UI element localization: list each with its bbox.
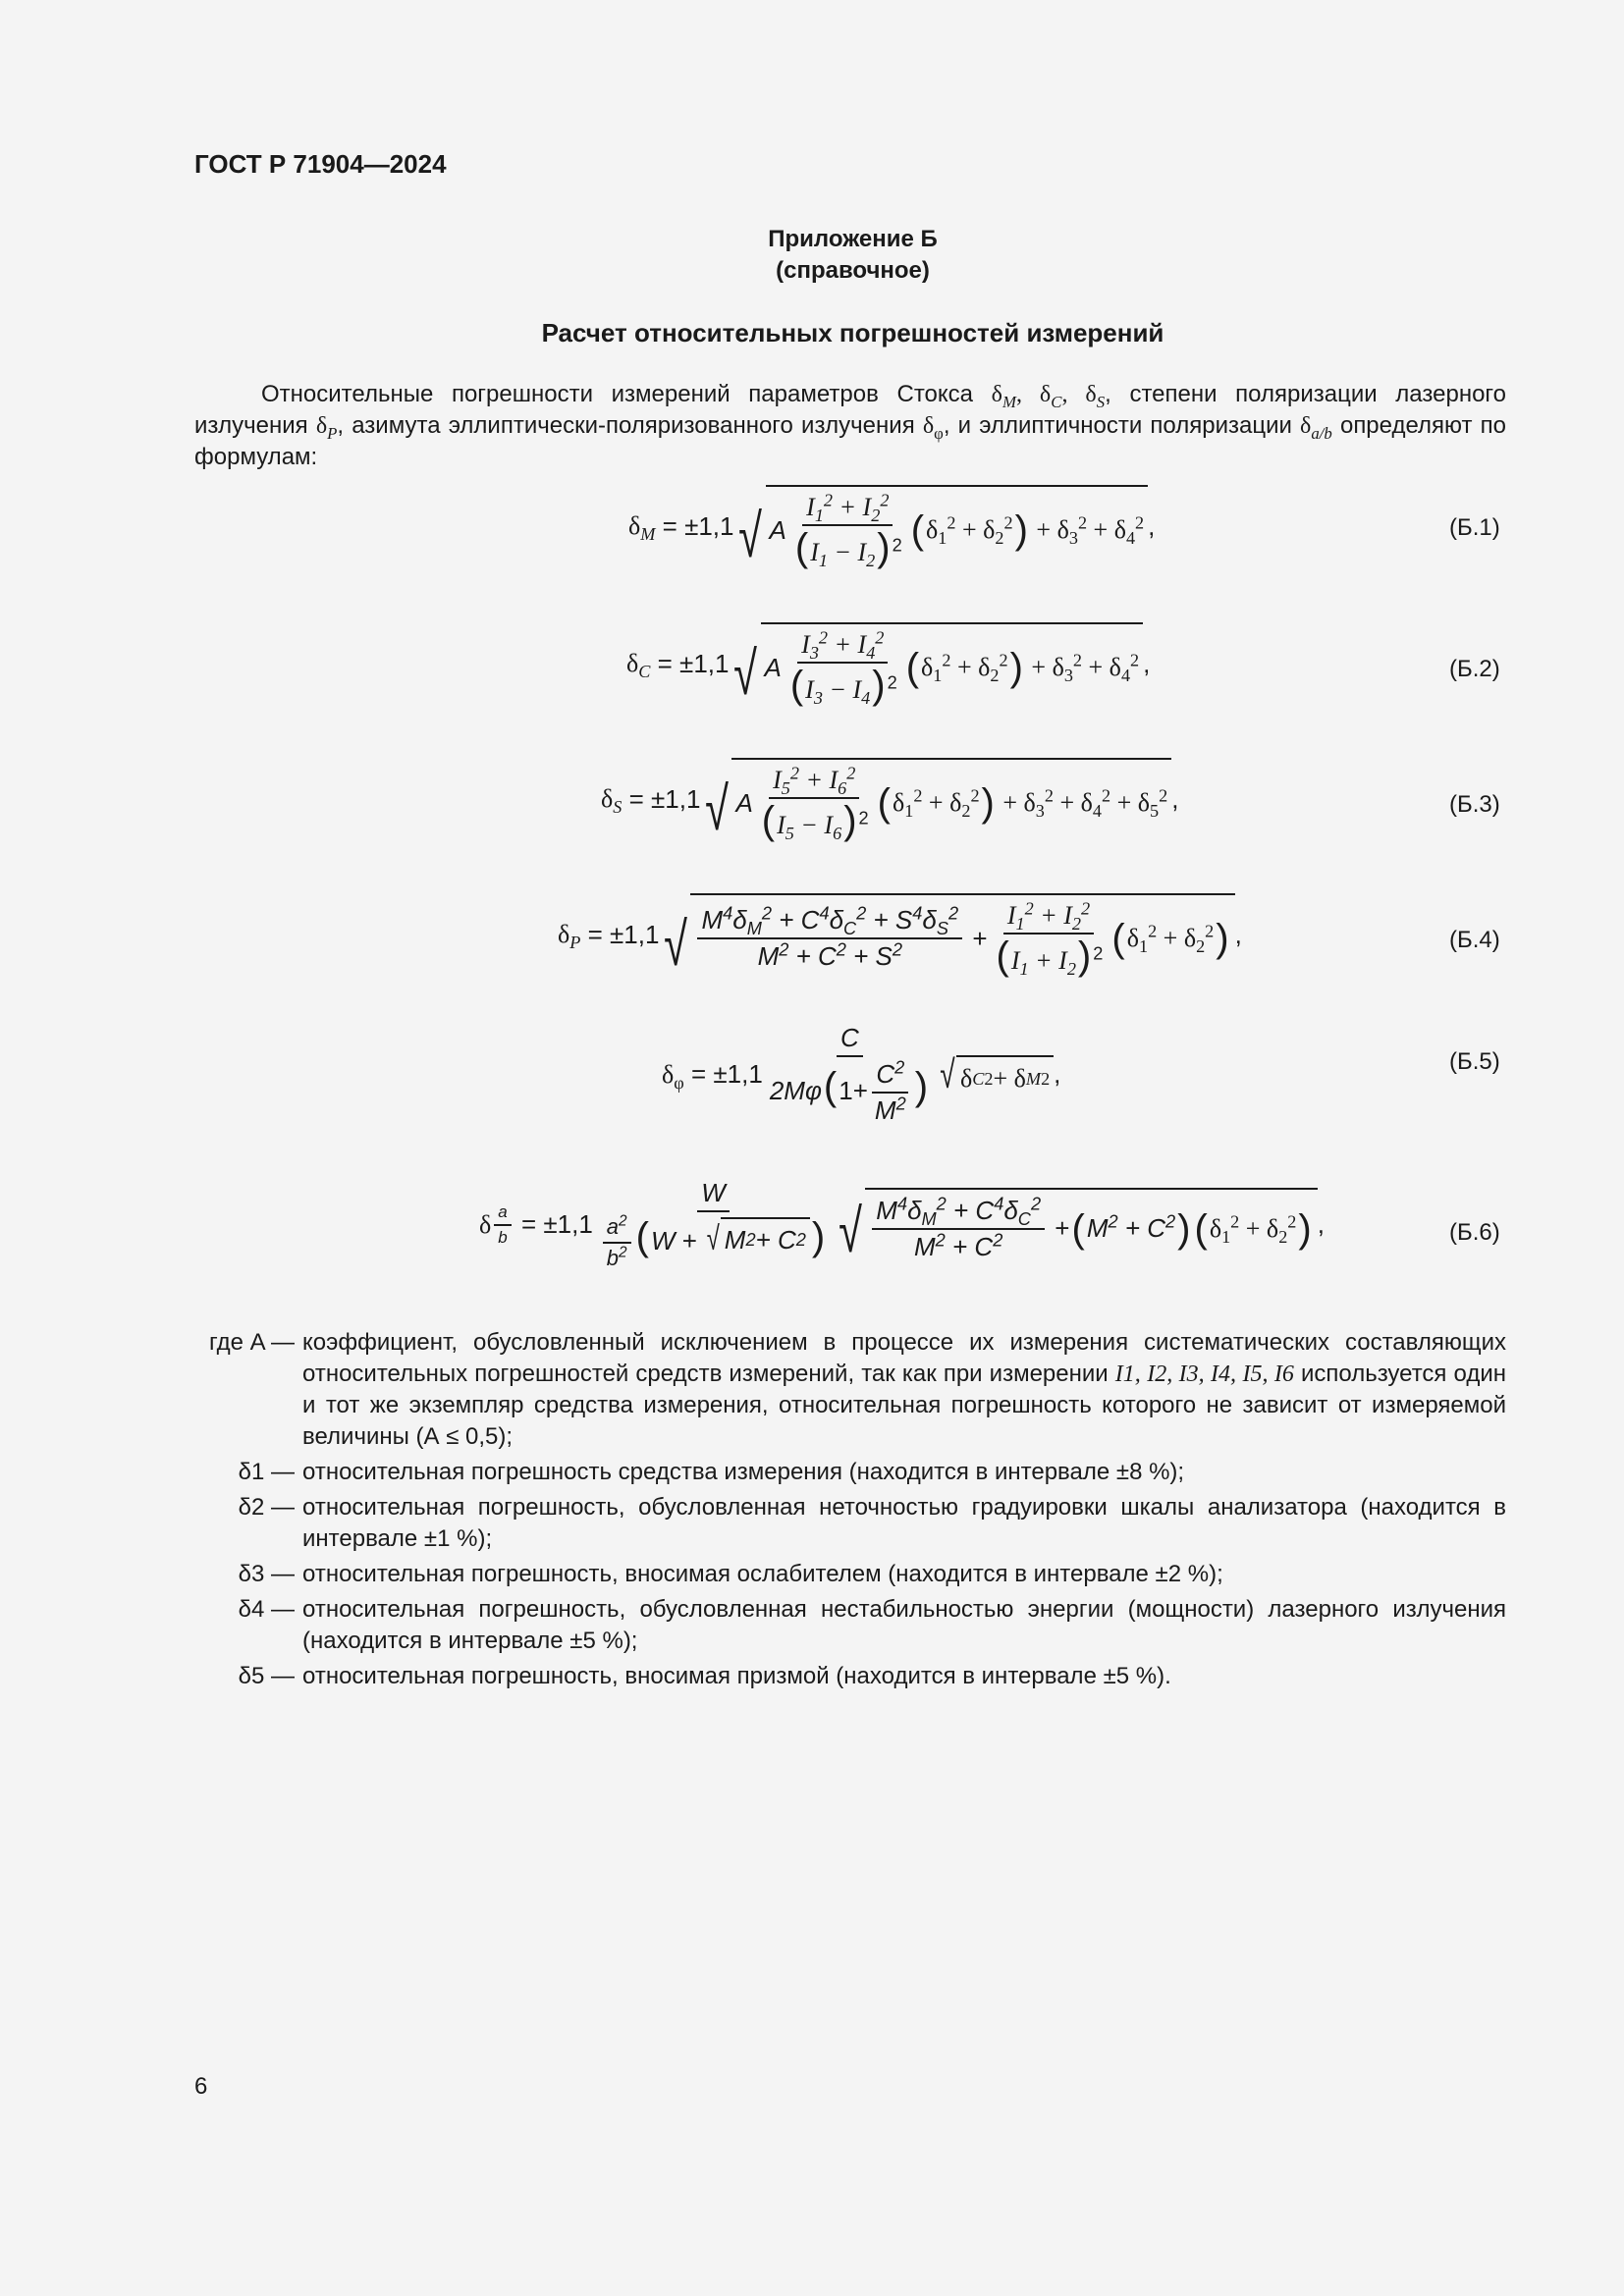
- document-code: ГОСТ Р 71904—2024: [194, 149, 447, 179]
- formula-b6: [0, 1178, 1624, 1306]
- formula-b5: [0, 1023, 1624, 1141]
- annex-subtitle: (справочное): [776, 257, 930, 284]
- formula-b3: [0, 758, 1624, 856]
- intro-paragraph: Относительные погрешности измерений параметров Стокса $\delta_M$, $\delta_C$, $\delta_S$, степени поляризации лазерного излучения $\delta_P$, азимута эллиптически-поляризованного излучения $\delta_\varphi$, и эллиптичности поляризации $\delta_{a/b}$ определяют по формулам:: [194, 381, 1506, 470]
- definition-delta-4: δ4 — относительная погрешность, обусловленная нестабильностью энергии (мощности) лазерного излучения (находится в интервале ±5 %);: [238, 1596, 1506, 1654]
- formula-number: (Б.6): [1449, 1219, 1500, 1246]
- annex-title: Приложение Б: [768, 226, 938, 252]
- formula-b2-expression: $\delta_C$ = ±1,1 √ A $\frac{I_3^2 + I_4^2}{(I_3 - I_4) ^2}$ ( $\delta_1^2 + \delta_2^2$ ) + $\delta_3^2 + \delta_4^2$ ,: [626, 622, 1150, 705]
- formula-number: (Б.5): [1449, 1048, 1500, 1075]
- formula-number: (Б.4): [1449, 927, 1500, 953]
- definition-delta-5: δ5 — относительная погрешность, вносимая призмой (находится в интервале ±5 %).: [238, 1663, 1171, 1689]
- formula-b2: [0, 622, 1624, 721]
- formula-b3-expression: $\delta_S$ = ±1,1 √ A $\frac{I_5^2 + I_6^2}{(I_5 - I_6) ^2}$ ( $\delta_1^2 + \delta_2^2$ ) + $\delta_3^2 + \delta_4^2 + \delta_5^2$ ,: [601, 758, 1178, 840]
- formula-b4: [0, 893, 1624, 991]
- definition-delta-2: δ2 — относительная погрешность, обусловленная неточностью градуировки шкалы анализатора (находится в интервале ±1 %);: [238, 1494, 1506, 1552]
- page-number: 6: [194, 2073, 208, 2100]
- formula-b6-expression: δ $\frac{a}{b}$ = ±1,1 W $\frac{a^2}{b^2}$ (W + √ M 2 + C 2 ) √ $\frac{M^4\delta_M^2 + C^4\delta_C^2}{M^2 + C^2}$ + ( $M^2 + C^2$ ) ( $\delta_1^2 + \delta_2^2$ ) ,: [479, 1178, 1325, 1270]
- formula-b1: [0, 485, 1624, 583]
- formula-b1-expression: $\delta_M$ = ±1,1 √ A $\frac{I_1^2 + I_2^2}{(I_1 - I_2) ^2}$ ( $\delta_1^2 + \delta_2^2$ ) + $\delta_3^2 + \delta_4^2$ ,: [628, 485, 1155, 567]
- formula-number: (Б.3): [1449, 791, 1500, 818]
- definition-delta-3: δ3 — относительная погрешность, вносимая ослабителем (находится в интервале ±2 %);: [238, 1561, 1223, 1587]
- definition-a: где A — коэффициент, обусловленный исключением в процессе их измерения систематических составляющих относительных погрешностей средств измерений, так как при измерении I1, I2, I3, I4, I5, I6 используется один и тот же экземпляр средства измерения, относительная погрешность которого не зависит от измеряемой величины (А ≤ 0,5);: [208, 1329, 1507, 1450]
- formula-b5-expression: $\delta_\varphi$ = ±1,1 C 2Mφ(1+ $\frac{C^2}{M^2}$ ) √ δ C 2 + δ M 2 ,: [662, 1023, 1061, 1125]
- definitions-list: [194, 1327, 1506, 1696]
- definition-delta-1: δ1 — относительная погрешность средства измерения (находится в интервале ±8 %);: [238, 1459, 1185, 1485]
- formula-number: (Б.2): [1449, 656, 1500, 682]
- formula-number: (Б.1): [1449, 514, 1500, 541]
- section-heading: Расчет относительных погрешностей измерений: [541, 318, 1164, 347]
- formula-b4-expression: $\delta_P$ = ±1,1 √ $\frac{M^4\delta_M^2 + C^4\delta_C^2 + S^4\delta_S^2}{M^2 + C^2 + S^2}$ + $\frac{I_1^2 + I_2^2}{(I_1 + I_2) ^2}$ ( $\delta_1^2 + \delta_2^2$ ) ,: [558, 893, 1242, 976]
